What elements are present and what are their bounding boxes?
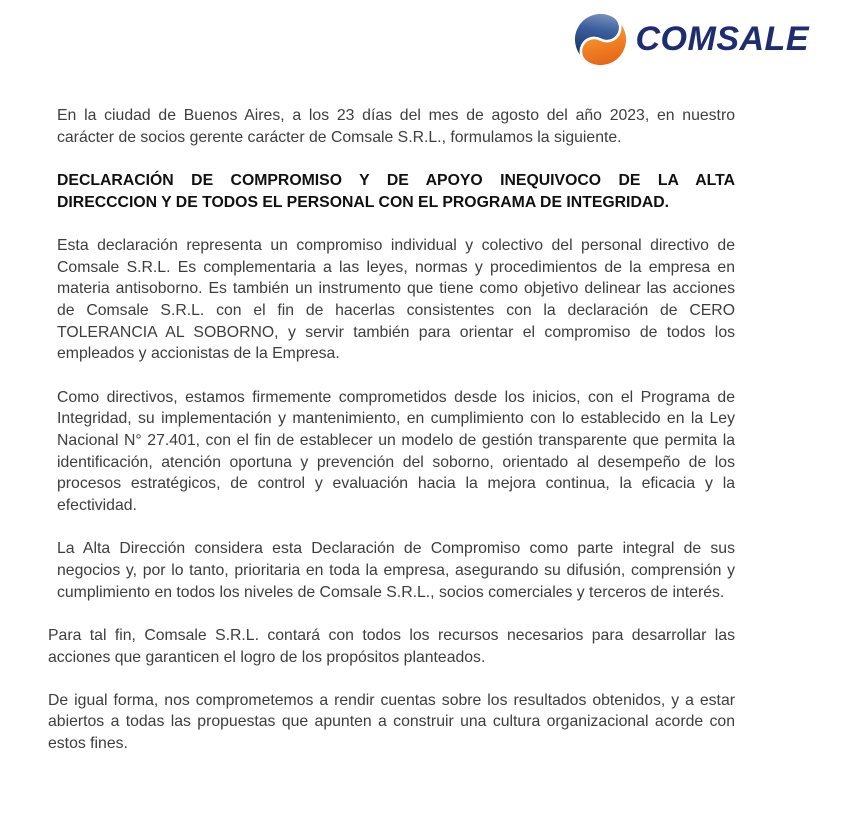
- paragraph-commitment-program: Como directivos, estamos firmemente comprometidos desde los inicios, con el Programa de Integridad, su implementación y mantenimiento, en cumplimiento con lo establecido en la Ley Nacional N° 27.401, con el fin de establecer un modelo de gestión transparente que permita la identificación, atención oportuna y prevención del soborno, orientado al desempeño de los procesos estratégicos, de control y evaluación hacia la mejora continua, la eficacia y la efectividad.: [57, 388, 735, 515]
- paragraph-declaration-scope: Esta declaración representa un compromiso individual y colectivo del personal directivo de Comsale S.R.L. Es complementaria a las leyes, normas y procedimientos de la empresa en materia antisoborno. Es también un instrumento que tiene como objetivo delinear las acciones de Comsale S.R.L. con el fin de hacerlas consistentes con la declaración de CERO TOLERANCIA AL SOBORNO, y servir también para orientar el compromiso de todos los empleados y accionistas de la Empresa.: [57, 236, 735, 363]
- company-logo: [572, 11, 814, 68]
- opening-paragraph: En la ciudad de Buenos Aires, a los 23 días del mes de agosto del año 2023, en nuestro carácter de socios gerente carácter de Comsale S.R.L., formulamos la siguiente.: [57, 107, 735, 146]
- comsale-swirl-icon: [572, 11, 629, 68]
- declaration-title: [57, 170, 735, 213]
- header: [0, 0, 841, 70]
- paragraph-resources: Para tal fin, Comsale S.R.L. contará con todos los recursos necesarios para desarrollar las acciones que garanticen el logro de los propósitos planteados.: [48, 626, 735, 666]
- document-body: [0, 70, 841, 755]
- brand-name: COMSALE: [635, 20, 809, 58]
- paragraph-accountability: De igual forma, nos comprometemos a rendir cuentas sobre los resultados obtenidos, y a estar abiertos a todas las propuestas que apunten a construir una cultura organizacional acorde con estos fines.: [48, 691, 735, 753]
- declaration-title-line2: DIRECCCION Y DE TODOS EL PERSONAL CON EL PROGRAMA DE INTEGRIDAD.: [57, 193, 670, 211]
- declaration-title-line1: DECLARACIÓN DE COMPROMISO Y DE APOYO INEQUIVOCO DE LA ALTA: [57, 171, 735, 189]
- paragraph-high-direction: La Alta Dirección considera esta Declaración de Compromiso como parte integral de sus negocios y, por lo tanto, prioritaria en toda la empresa, asegurando su difusión, comprensión y cumplimiento en todos los niveles de Comsale S.R.L., socios comerciales y terceros de interés.: [57, 540, 735, 601]
